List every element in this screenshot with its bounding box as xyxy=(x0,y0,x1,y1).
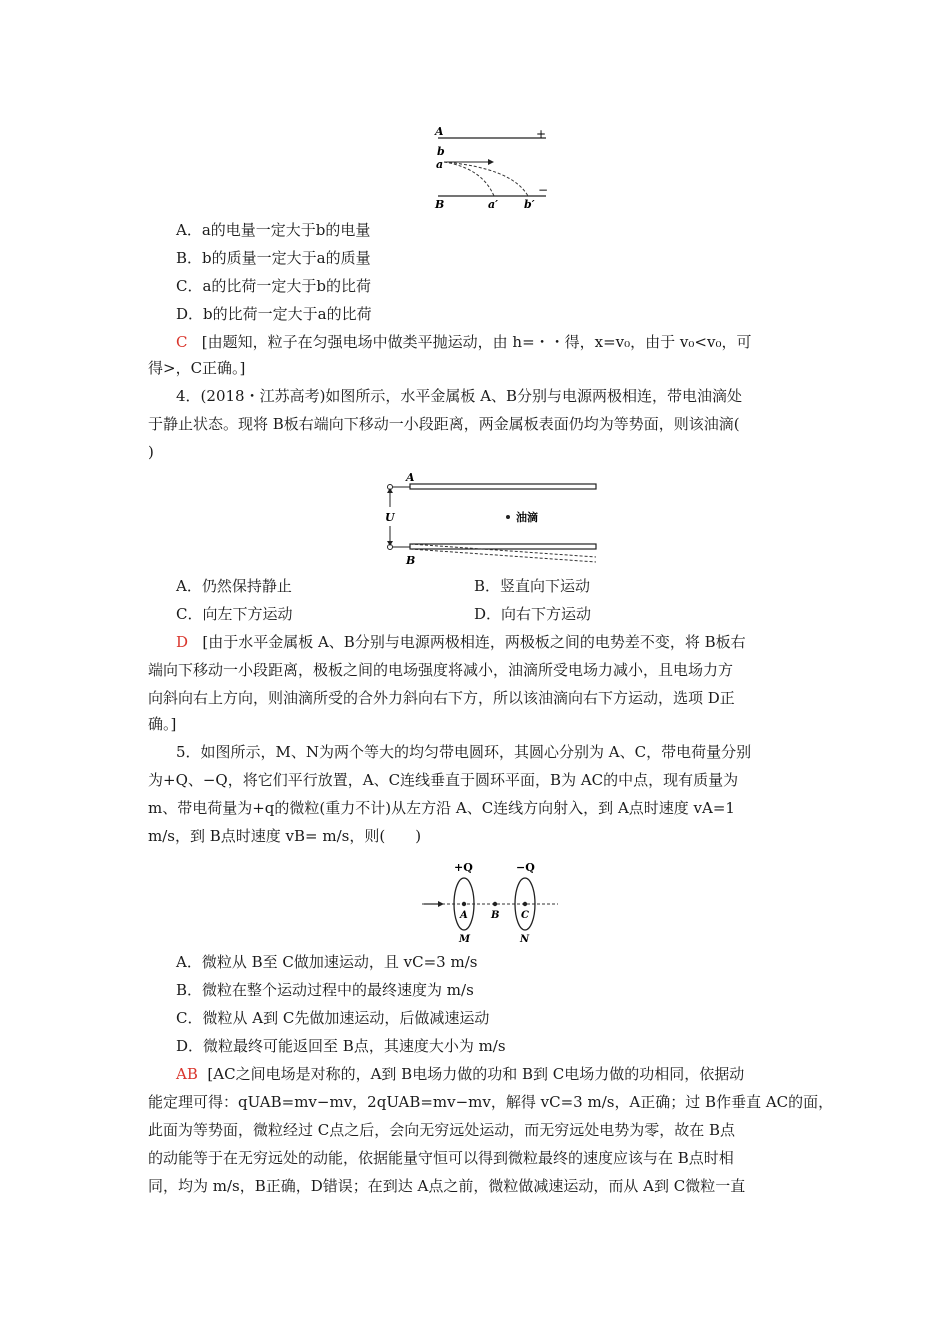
q3-answer-key: C xyxy=(176,333,188,351)
oil-drop-figure xyxy=(380,470,604,568)
q5-option-a: A．微粒从 B至 C做加速运动，且 vC=3 m/s xyxy=(176,953,478,971)
q3-option-c: C．a的比荷一定大于b的比荷 xyxy=(176,277,372,295)
fig2-plate-b-label: B xyxy=(406,554,416,567)
q4-option-b: B．竖直向下运动 xyxy=(474,577,591,595)
point-b-label: B xyxy=(491,910,500,921)
q3-option-d: D．b的比荷一定大于a的比荷 xyxy=(176,305,372,323)
q4-explanation xyxy=(176,632,746,652)
q3-explanation-text: [由题知，粒子在匀强电场中做类平抛运动，由 h=・・得，x=v₀，由于 v₀<v₀，可 xyxy=(201,333,752,351)
q5-stem-line4: m/s，到 B点时速度 vB= m/s，则( ) xyxy=(148,827,422,845)
q5-stem-line3: m、带电荷量为+q的微粒(重力不计)从左方沿 A、C连线方向射入，到 A点时速度 vA=1 xyxy=(148,799,735,817)
q5-option-d: D．微粒最终可能返回至 B点，其速度大小为 m/s xyxy=(176,1037,506,1055)
q5-explanation xyxy=(176,1064,744,1084)
q4-stem-line2: 于静止状态。现将 B板右端向下移动一小段距离，两金属板表面仍均为等势面，则该油滴( xyxy=(148,415,740,433)
q4-stem-line1: 4．(2018・江苏高考)如图所示，水平金属板 A、B分别与电源两极相连，带电油滴处 xyxy=(176,387,743,405)
point-a-label: A xyxy=(460,910,468,921)
point-a-prime-label: a′ xyxy=(488,198,499,210)
q5-explanation-line5: 同，均为 m/s，B正确，D错误；在到达 A点之前，微粒做减速运动，而从 A到 C微粒一直 xyxy=(148,1177,746,1195)
q3-option-a: A．a的电量一定大于b的电量 xyxy=(176,221,371,239)
voltage-u-label: U xyxy=(385,511,395,524)
q5-explanation-line2: 能定理可得：qUAB=mv−mv，2qUAB=mv−mv，解得 vC=3 m/s，A正确；过 B作垂直 AC的面， xyxy=(148,1093,834,1111)
q4-explanation-line1: [由于水平金属板 A、B分别与电源两极相连，两极板之间的电势差不变，将 B板右 xyxy=(202,633,746,651)
point-b-prime-label: b′ xyxy=(524,198,535,210)
ring-m-label: M xyxy=(459,934,471,944)
q5-option-c: C．微粒从 A到 C先做加速运动，后做减速运动 xyxy=(176,1009,490,1027)
q3-option-b: B．b的质量一定大于a的质量 xyxy=(176,249,371,267)
q3-explanation-line2: 得>，C正确。] xyxy=(148,359,246,377)
q5-option-b: B．微粒在整个运动过程中的最终速度为 m/s xyxy=(176,981,474,999)
q4-explanation-line2: 端向下移动一小段距离，极板之间的电场强度将减小，油滴所受电场力减小，且电场力方 xyxy=(148,661,734,679)
ring-n-label: N xyxy=(520,934,530,944)
q5-explanation-line4: 的动能等于在无穷远处的动能，依据能量守恒可以得到微粒最终的速度应该与在 B点时相 xyxy=(148,1149,734,1167)
q5-stem-line2: 为+Q、−Q，将它们平行放置，A、C连线垂直于圆环平面，B为 AC的中点，现有质量为 xyxy=(148,771,739,789)
q4-option-a: A．仍然保持静止 xyxy=(176,577,292,595)
q3-explanation xyxy=(176,332,751,352)
q4-stem-line3: ) xyxy=(148,443,154,461)
particle-b-label: b xyxy=(437,145,445,158)
oil-drop-label: 油滴 xyxy=(516,511,538,524)
ring-m-charge: +Q xyxy=(454,861,473,874)
ring-n-charge: −Q xyxy=(516,861,535,874)
q4-option-d: D．向右下方运动 xyxy=(474,605,592,623)
plate-b-label: B xyxy=(435,198,445,210)
q4-answer-key: D xyxy=(176,633,189,651)
q5-stem-line1: 5．如图所示，M、N为两个等大的均匀带电圆环，其圆心分别为 A、C，带电荷量分别 xyxy=(176,743,752,761)
plate-a-label: A xyxy=(435,125,444,138)
q4-explanation-line4: 确。] xyxy=(148,715,177,733)
fig2-plate-a-label: A xyxy=(406,471,415,484)
plus-sign: + xyxy=(536,127,547,141)
q5-explanation-line3: 此面为等势面，微粒经过 C点之后，会向无穷远处运动，而无穷远处电势为零，故在 B点 xyxy=(148,1121,736,1139)
q5-explanation-line1: [AC之间电场是对称的，A到 B电场力做的功和 B到 C电场力做的功相同，依据动 xyxy=(207,1065,745,1083)
q5-answer-key: AB xyxy=(176,1065,198,1083)
q4-explanation-line3: 向斜向右上方向，则油滴所受的合外力斜向右下方，所以该油滴向右下方运动，选项 D正 xyxy=(148,689,735,707)
minus-sign: − xyxy=(538,183,549,197)
point-c-label: C xyxy=(521,910,529,921)
particle-a-label: a xyxy=(436,158,444,171)
charged-rings-figure xyxy=(420,858,560,944)
deflection-figure xyxy=(430,124,554,210)
q4-option-c: C．向左下方运动 xyxy=(176,605,293,623)
